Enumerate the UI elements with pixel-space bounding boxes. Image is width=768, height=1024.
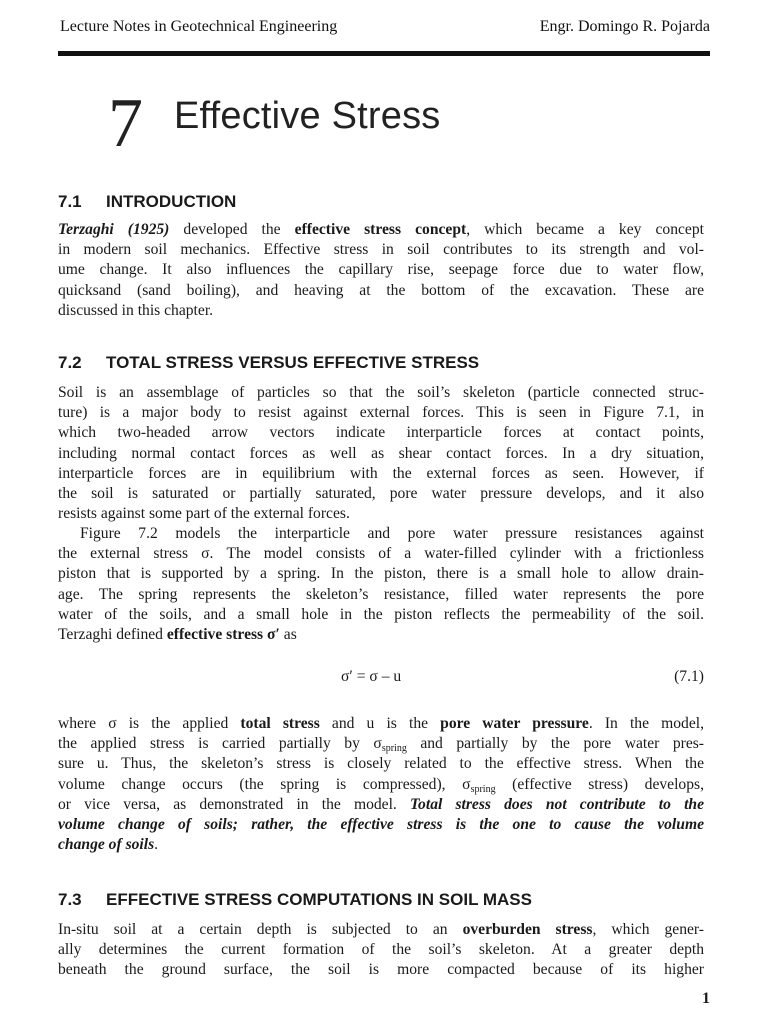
text-run: or vice versa, as demonstrated in the model. <box>58 795 410 813</box>
header-author: Engr. Domingo R. Pojarda <box>539 18 710 35</box>
header-course-title: Lecture Notes in Geotechnical Engineering <box>60 18 338 35</box>
text-run: In-situ soil at a certain depth is subjected to an <box>58 921 463 938</box>
paragraph-skeleton <box>58 383 704 524</box>
text-line: in modern soil mechanics. Effective stress in soil contributes to its strength and vol- <box>58 241 704 259</box>
text-run: as <box>279 626 297 644</box>
text-line: ume change. It also influences the capillary rise, seepage force due to water flow, <box>58 261 704 279</box>
equation-7-1 <box>58 668 704 690</box>
subscript-spring: spring <box>470 783 496 795</box>
text-line: sure u. Thus, the skeleton’s stress is closely related to the effective stress. When the <box>58 755 704 773</box>
equation-number: (7.1) <box>674 668 704 685</box>
emphasis-text: volume change of soils; rather, the effective stress is the one to cause the volume <box>58 816 704 834</box>
text-line: resists against some part of the external forces. <box>58 505 350 523</box>
term-pore-water-pressure: pore water pressure <box>440 715 589 732</box>
chapter-title: Effective Stress <box>174 95 441 137</box>
text-run: , which gener- <box>592 921 704 938</box>
section-title: TOTAL STRESS VERSUS EFFECTIVE STRESS <box>106 353 480 372</box>
section-title: EFFECTIVE STRESS COMPUTATIONS IN SOIL MASS <box>106 890 532 909</box>
intro-paragraph <box>58 220 704 321</box>
text-run: developed the <box>169 221 295 238</box>
section-heading-7-1 <box>58 192 236 212</box>
text-run: , which became a key concept <box>466 221 704 238</box>
text-line: discussed in this chapter. <box>58 301 214 319</box>
section-number: 7.1 <box>58 192 82 211</box>
text-line: Soil is an assemblage of particles so that the soil’s skeleton (particle connected struc- <box>58 384 704 401</box>
text-line: beneath the ground surface, the soil is more compacted because of its higher <box>58 961 704 979</box>
section-number: 7.3 <box>58 890 82 909</box>
subscript-spring: spring <box>381 743 407 755</box>
text-run: and u is the <box>319 715 441 732</box>
section-title: INTRODUCTION <box>106 192 237 211</box>
text-line: quicksand (sand boiling), and heaving at the bottom of the excavation. These are <box>58 281 704 299</box>
text-line: the external stress σ. The model consists of a water-filled cylinder with a frictionless <box>58 545 704 563</box>
section-number: 7.2 <box>58 353 82 372</box>
text-run: and partially by the pore water pres- <box>406 735 705 753</box>
section-heading-7-3 <box>58 890 532 910</box>
chapter-number: 7 <box>108 85 143 162</box>
term-effective-stress: effective stress σ′ <box>166 626 280 644</box>
text-run: . In the model, <box>588 715 705 732</box>
text-run: Terzaghi defined <box>58 626 167 644</box>
term-overburden-stress: overburden stress <box>462 921 593 938</box>
text-run: where σ is the applied <box>58 715 241 732</box>
term-effective-stress-concept: effective stress concept <box>294 221 467 238</box>
text-line: ally determines the current formation of the soil’s skeleton. At a greater depth <box>58 941 704 959</box>
text-line: including normal contact forces as well as shear contact forces. In a dry situation, <box>58 444 704 462</box>
text-line: which two-headed arrow vectors indicate interparticle forces at contact points, <box>58 424 704 442</box>
text-line: water of the soils, and a small hole in the piston reflects the permeability of the soil. <box>58 605 704 623</box>
text-line: ture) is a major body to resist against external forces. This is seen in Figure 7.1, in <box>58 404 704 422</box>
section-heading-7-2 <box>58 353 479 373</box>
text-line: piston that is supported by a spring. In the piston, there is a small hole to allow drain- <box>58 565 704 583</box>
term-total-stress: total stress <box>240 715 320 732</box>
citation-terzaghi: Terzaghi (1925) <box>58 221 170 238</box>
header-rule <box>58 51 710 56</box>
text-run: the applied stress is carried partially by σ <box>58 735 382 753</box>
text-run: . <box>154 836 159 854</box>
emphasis-text: change of soils <box>58 836 155 854</box>
text-line: interparticle forces are in equilibrium with the external forces as seen. However, if <box>58 464 704 482</box>
page-number: 1 <box>702 990 710 1007</box>
text-line: Figure 7.2 models the interparticle and pore water pressure resistances against <box>80 525 704 542</box>
text-line: age. The spring represents the skeleton’s resistance, filled water represents the pore <box>58 585 704 603</box>
running-header <box>60 18 710 40</box>
paragraph-model <box>58 524 704 645</box>
paragraph-overburden <box>58 920 704 981</box>
equation-expression: σ′ = σ – u <box>341 668 402 685</box>
paragraph-total-stress <box>58 714 704 855</box>
text-run: volume change occurs (the spring is compressed), σ <box>58 775 471 793</box>
text-run: (effective stress) develops, <box>495 775 704 793</box>
emphasis-text: Total stress does not contribute to the <box>409 795 704 813</box>
text-line: the soil is saturated or partially saturated, pore water pressure develops, and it also <box>58 485 704 503</box>
